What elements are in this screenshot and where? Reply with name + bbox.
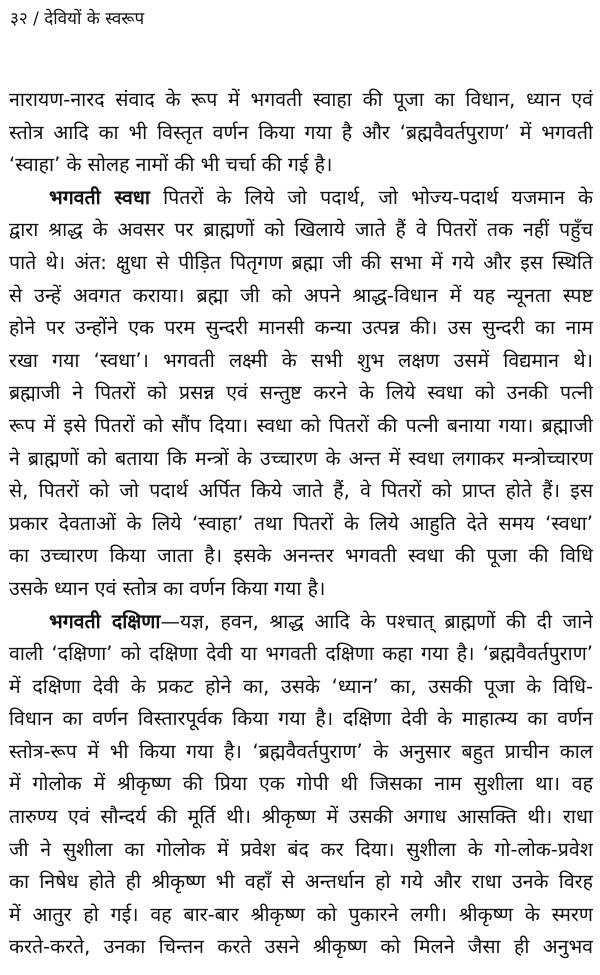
line-text: रखा गया ‘स्वधा’। भगवती लक्ष्मी के सभी शुभ लक्षण उसमें विद्यमान थे।: [9, 348, 593, 372]
text-line: [9, 671, 593, 704]
header-separator: /: [33, 9, 39, 29]
text-line: [9, 899, 593, 932]
paragraph-heading: भगवती स्वधा: [49, 185, 150, 209]
line-text: विधान का वर्णन विस्तारपूर्वक किया गया है। दक्षिणा देवी के माहात्म्य का वर्णन: [9, 707, 593, 731]
line-text: —यज्ञ, हवन, श्राद्ध आदि के पश्चात् ब्राह्मणों की दी जाने: [160, 609, 593, 633]
text-line: [9, 736, 593, 769]
line-text: पितरों के लिये जो पदार्थ, जो भोज्य-पदार्थ यजमान के: [149, 185, 593, 209]
line-text: प्रकार देवताओं के लिये ‘स्वाहा’ तथा पितरों के लिये आहुति देते समय ‘स्वधा’: [9, 511, 593, 535]
text-line: [9, 443, 593, 476]
line-text: से उन्हें अवगत कराया। ब्रह्मा जी को अपने श्राद्ध-विधान में यह न्यूनता स्पष्ट: [9, 283, 593, 307]
text-line: [9, 931, 593, 964]
line-text: होने पर उन्होंने एक परम सुन्दरी मानसी कन्या उत्पन्न की। उस सुन्दरी का नाम: [9, 316, 593, 340]
text-line: [9, 540, 593, 573]
running-header: [10, 6, 144, 29]
text-line: [9, 475, 593, 508]
page-number: ३२: [10, 9, 28, 29]
line-text: स्तोत्र-रूप में भी किया गया है। ‘ब्रह्मवैवर्तपुराण’ के अनुसार बहुत प्राचीन काल: [9, 739, 593, 763]
text-line: [9, 247, 593, 280]
line-text: वाली ‘दक्षिणा’ को दक्षिणा देवी या भगवती दक्षिणा कहा गया है। ‘ब्रह्मवैवर्तपुराण’: [9, 642, 593, 666]
line-text: में गोलोक में श्रीकृष्ण की प्रिया एक गोपी थी जिसका नाम सुशीला था। वह: [9, 772, 593, 796]
text-line: [9, 345, 593, 378]
line-text: का निषेध होते ही श्रीकृष्ण भी वहाँ से अन्तर्धान हो गये और राधा उनके विरह: [9, 870, 593, 894]
line-text: ‘स्वाहा’ के सोलह नामों की भी चर्चा की गई है।: [9, 153, 333, 177]
line-text: ने ब्राह्मणों को बताया कि मन्त्रों के उच्चारण के अन्त में स्वधा लगाकर मन्त्रोच्चारण: [9, 446, 593, 470]
text-line: [9, 703, 593, 736]
line-text: नारायण-नारद संवाद के रूप में भगवती स्वाहा की पूजा का विधान, ध्यान एवं: [9, 88, 593, 111]
text-line: [9, 280, 593, 313]
line-text: द्वारा श्राद्ध के अवसर पर ब्राह्मणों को खिलाये जाते हैं वे पितरों तक नहीं पहुँच: [9, 218, 593, 242]
text-line: [9, 573, 593, 606]
line-text: में दक्षिणा देवी के प्रकट होने का, उसके ‘ध्यान’ का, उसकी पूजा के विधि-: [9, 674, 593, 698]
text-line: [9, 377, 593, 410]
line-text: पाते थे। अंत: क्षुधा से पीड़ित पितृगण ब्रह्मा जी की सभा में गये और इस स्थिति: [9, 250, 593, 274]
line-text: में आतुर हो गई। वह बार-बार श्रीकृष्ण को पुकारने लगी। श्रीकृष्ण के स्मरण: [9, 902, 593, 926]
page-body-text: [9, 84, 593, 964]
text-line: [9, 214, 593, 247]
text-line: [9, 866, 593, 899]
text-line: [9, 606, 593, 639]
text-line: [9, 768, 593, 801]
text-line: [9, 801, 593, 834]
text-line: [9, 182, 593, 215]
text-line: [9, 834, 593, 867]
book-title: देवियों के स्वरूप: [44, 9, 145, 29]
line-text: उसके ध्यान एवं स्तोत्र का वर्णन किया गया है।: [9, 576, 326, 600]
text-line: [9, 84, 593, 117]
line-text: से, पितरों को जो पदार्थ अर्पित किये जाते हैं, वे पितरों को प्राप्त होते हैं। इस: [9, 479, 593, 503]
line-text: स्तोत्र आदि का भी विस्तृत वर्णन किया गया है और ‘ब्रह्मवैवर्तपुराण’ में भगवती: [9, 120, 593, 144]
text-line: [9, 312, 593, 345]
line-text: ब्रह्माजी ने पितरों को प्रसन्न एवं सन्तुष्ट करने के लिये स्वधा को उनकी पत्नी: [9, 381, 593, 405]
line-text: तारुण्य एवं सौन्दर्य की मूर्ति थी। श्रीकृष्ण में उसकी अगाध आसक्ति थी। राधा: [9, 805, 593, 829]
line-text: का उच्चारण किया जाता है। इसके अनन्तर भगवती स्वधा की पूजा की विधि: [9, 544, 593, 568]
text-line: [9, 117, 593, 150]
paragraph-heading: भगवती दक्षिणा: [49, 609, 161, 633]
line-text: रूप में इसे पितरों को सौंप दिया। स्वधा को पितरों की पत्नी बनाया गया। ब्रह्माजी: [9, 413, 593, 437]
text-line: [9, 508, 593, 541]
text-line: [9, 410, 593, 443]
line-text: करते-करते, उनका चिन्तन करते उसने श्रीकृष्ण को मिलने जैसा ही अनुभव: [9, 935, 593, 959]
text-line: [9, 638, 593, 671]
line-text: जी ने सुशीला का गोलोक में प्रवेश बंद कर दिया। सुशीला के गो-लोक-प्रवेश: [9, 837, 593, 861]
text-line: [9, 149, 593, 182]
